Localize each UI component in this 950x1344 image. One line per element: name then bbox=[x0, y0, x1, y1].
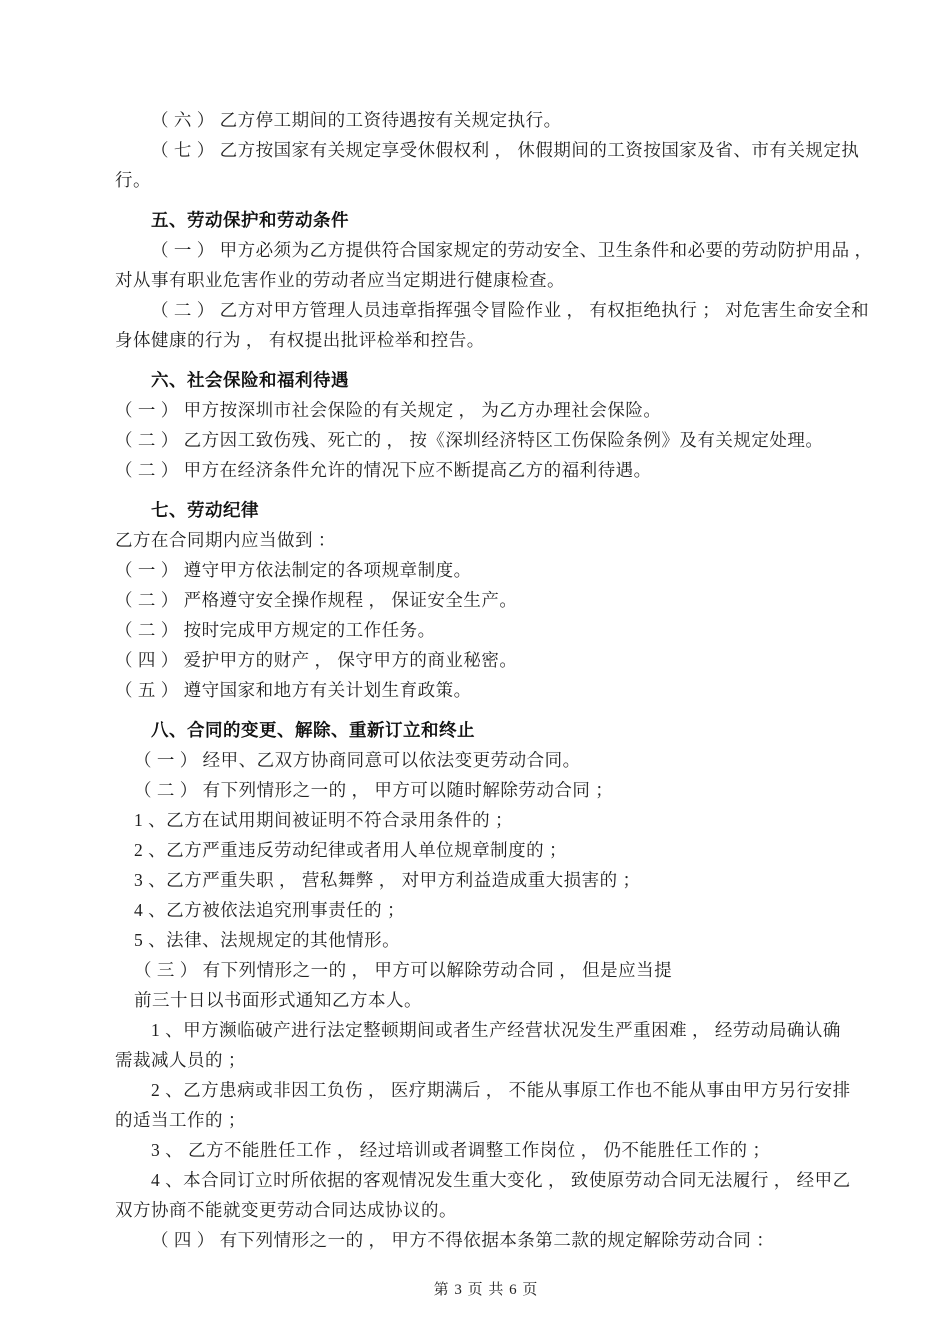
text-line: 1 、甲方濒临破产进行法定整顿期间或者生产经营状况发生严重困难 ， 经劳动局确认确 bbox=[151, 1020, 841, 1040]
text-line: （ 二 ） 乙方对甲方管理人员违章指挥强令冒险作业 ， 有权拒绝执行 ； 对危害生命安全和 bbox=[151, 300, 870, 320]
text-line: （ 一 ） 经甲、乙双方协商同意可以依法变更劳动合同。 bbox=[134, 750, 581, 770]
text-line: 3 、乙方严重失职 ， 营私舞弊 ， 对甲方利益造成重大损害的 ； bbox=[134, 870, 641, 890]
text-line: 身体健康的行为 ， 有权提出批评检举和控告。 bbox=[115, 330, 485, 350]
text-line: 3 、 乙方不能胜任工作 ， 经过培训或者调整工作岗位 ， 仍不能胜任工作的 ； bbox=[151, 1140, 771, 1160]
text-line: （ 六 ） 乙方停工期间的工资待遇按有关规定执行。 bbox=[151, 110, 562, 130]
text-line: （ 二 ） 严格遵守安全操作规程 ， 保证安全生产。 bbox=[115, 590, 518, 610]
text-line: 对从事有职业危害作业的劳动者应当定期进行健康检查。 bbox=[115, 270, 565, 290]
text-line: （ 一 ） 遵守甲方依法制定的各项规章制度。 bbox=[115, 560, 472, 580]
section-heading: 五、劳动保护和劳动条件 bbox=[151, 210, 349, 230]
text-line: 4 、乙方被依法追究刑事责任的 ； bbox=[134, 900, 405, 920]
text-line: 乙方在合同期内应当做到 ： bbox=[115, 530, 336, 550]
text-line: 1 、乙方在试用期间被证明不符合录用条件的 ； bbox=[134, 810, 513, 830]
text-line: （ 二 ） 乙方因工致伤残、死亡的 ， 按《深圳经济特区工伤保险条例》及有关规定处理。 bbox=[115, 430, 824, 450]
text-line: 5 、法律、法规规定的其他情形。 bbox=[134, 930, 401, 950]
text-line: 的适当工作的 ； bbox=[115, 1110, 246, 1130]
text-line: （ 一 ） 甲方按深圳市社会保险的有关规定 ， 为乙方办理社会保险。 bbox=[115, 400, 662, 420]
section-heading: 八、合同的变更、解除、重新订立和终止 bbox=[151, 720, 475, 740]
document-body bbox=[115, 105, 873, 1255]
text-line: 需裁减人员的 ； bbox=[115, 1050, 246, 1070]
text-line: （ 四 ） 有下列情形之一的 ， 甲方不得依据本条第二款的规定解除劳动合同 ： bbox=[151, 1230, 775, 1250]
text-line: 4 、本合同订立时所依据的客观情况发生重大变化 ， 致使原劳动合同无法履行 ， 经甲乙 bbox=[151, 1170, 851, 1190]
text-line: （ 三 ） 有下列情形之一的 ， 甲方可以解除劳动合同 ， 但是应当提 bbox=[134, 960, 673, 980]
text-line: （ 五 ） 遵守国家和地方有关计划生育政策。 bbox=[115, 680, 472, 700]
section-heading: 六、社会保险和福利待遇 bbox=[151, 370, 349, 390]
text-line: （ 二 ） 甲方在经济条件允许的情况下应不断提高乙方的福利待遇。 bbox=[115, 460, 652, 480]
text-line: （ 四 ） 爱护甲方的财产 ， 保守甲方的商业秘密。 bbox=[115, 650, 518, 670]
text-line: 2 、乙方严重违反劳动纪律或者用人单位规章制度的 ； bbox=[134, 840, 567, 860]
text-line: （ 二 ） 按时完成甲方规定的工作任务。 bbox=[115, 620, 436, 640]
text-line: （ 一 ） 甲方必须为乙方提供符合国家规定的劳动安全、卫生条件和必要的劳动防护用品 ， bbox=[151, 240, 873, 260]
text-line: （ 七 ） 乙方按国家有关规定享受休假权利 ， 休假期间的工资按国家及省、市有关规定执 bbox=[151, 140, 860, 160]
section-heading: 七、劳动纪律 bbox=[151, 500, 259, 520]
text-line: 2 、乙方患病或非因工负伤 ， 医疗期满后 ， 不能从事原工作也不能从事由甲方另行安排 bbox=[151, 1080, 851, 1100]
page-footer bbox=[115, 1257, 838, 1323]
text-line: （ 二 ） 有下列情形之一的 ， 甲方可以随时解除劳动合同 ； bbox=[134, 780, 614, 800]
text-line: 双方协商不能就变更劳动合同达成协议的。 bbox=[115, 1200, 457, 1220]
text-line: 前三十日以书面形式通知乙方本人。 bbox=[134, 990, 422, 1010]
text-line: 行。 bbox=[115, 170, 151, 190]
page-number-text: 第 3 页 共 6 页 bbox=[433, 1282, 539, 1298]
